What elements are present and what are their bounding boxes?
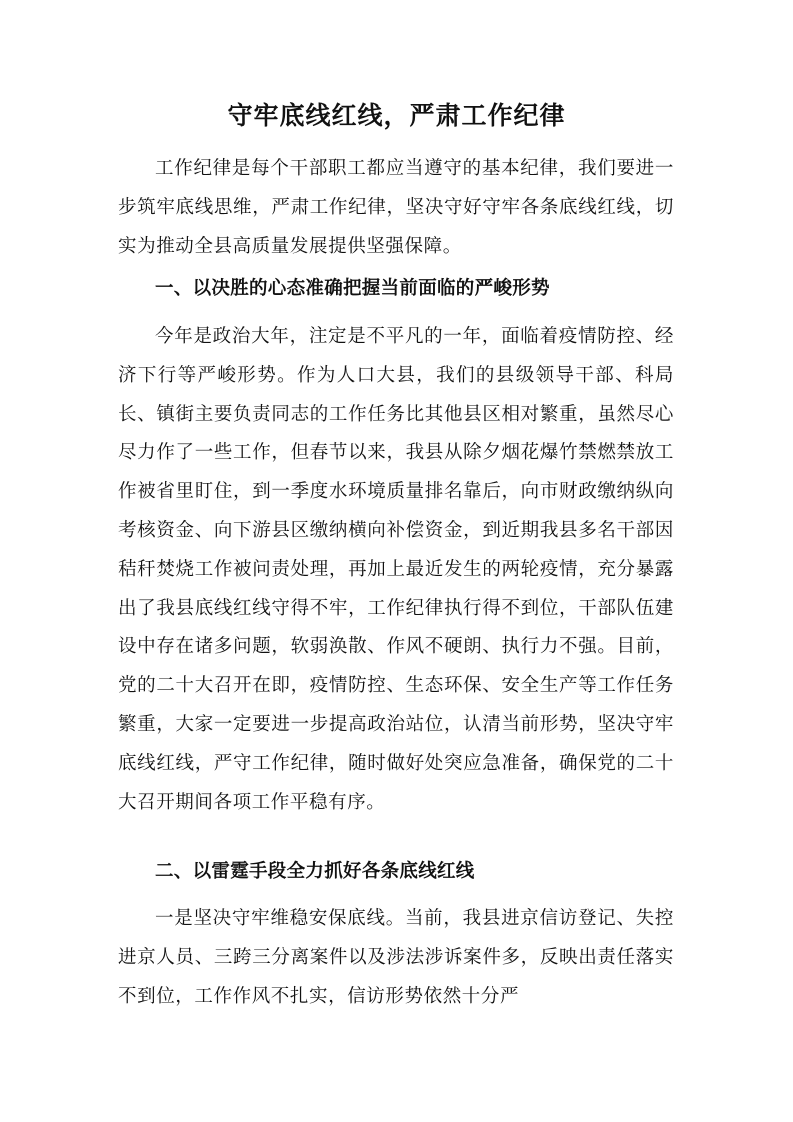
section-1-paragraph: 今年是政治大年，注定是不平凡的一年，面临着疫情防控、经济下行等严峻形势。作为人口大县，我们的县级领导干部、科局长、镇街主要负责同志的工作任务比其他县区相对繁重，虽然尽心尽力作了一些工作，但春节以来，我县从除夕烟花爆竹禁燃禁放工作被省里盯住，到一季度水环境质量排名靠后，向市财政缴纳纵向考核资金、向下游县区缴纳横向补偿资金，到近期我县多名干部因秸秆焚烧工作被问责处理，再加上最近发生的两轮疫情，充分暴露出了我县底线红线守得不牢，工作纪律执行得不到位，干部队伍建设中存在诸多问题，软弱涣散、作风不硬朗、执行力不强。目前，党的二十大召开在即，疫情防控、生态环保、安全生产等工作任务繁重，大家一定要进一步提高政治站位，认清当前形势，坚决守牢底线红线，严守工作纪律，随时做好处突应急准备，确保党的二十大召开期间各项工作平稳有序。 xyxy=(118,326,674,813)
intro-paragraph: 工作纪律是每个干部职工都应当遵守的基本纪律，我们要进一步筑牢底线思维，严肃工作纪律，坚决守好守牢各条底线红线，切实为推动全县高质量发展提供坚强保障。 xyxy=(118,158,674,257)
section-2-heading: 二、以雷霆手段全力抓好各条底线红线 xyxy=(155,861,475,882)
document-title: 守牢底线红线，严肃工作纪律 xyxy=(227,101,566,130)
section-2-paragraph: 一是坚决守牢维稳安保底线。当前，我县进京信访登记、失控进京人员、三跨三分离案件以及涉法涉诉案件多，反映出责任落实不到位，工作作风不扎实，信访形势依然十分严 xyxy=(118,908,674,1007)
section-1-heading: 一、以决胜的心态准确把握当前面临的严峻形势 xyxy=(155,278,550,299)
